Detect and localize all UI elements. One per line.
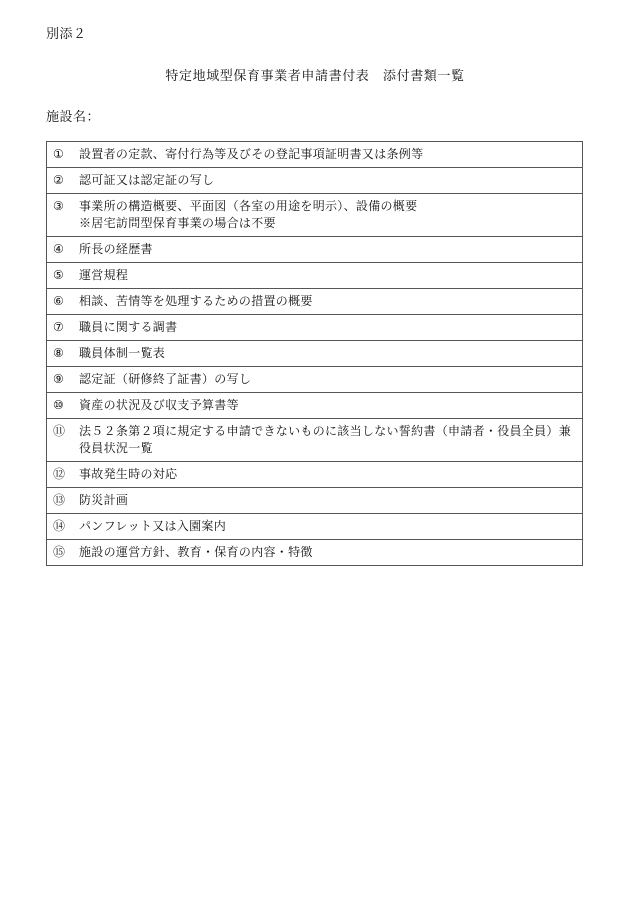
item-number: ⑪ xyxy=(53,424,66,438)
item-text: 法５２条第２項に規定する申請できないものに該当しない誓約書（申請者・役員全員）兼役員状況一覧 xyxy=(79,424,572,455)
item-note: ※居宅訪問型保育事業の場合は不要 xyxy=(79,216,276,230)
attachment-documents-table xyxy=(46,141,583,566)
table-row xyxy=(47,289,583,315)
item-text: 認定証（研修終了証書）の写し xyxy=(79,372,252,386)
item-number: ② xyxy=(53,173,65,187)
item-text: 職員体制一覧表 xyxy=(79,346,166,360)
item-text: 所長の経歴書 xyxy=(79,242,153,256)
item-number: ⑦ xyxy=(53,320,65,334)
facility-name-label: 施設名： xyxy=(46,110,101,125)
table-row xyxy=(47,194,583,237)
table-row xyxy=(47,168,583,194)
item-text: 相談、苦情等を処理するための措置の概要 xyxy=(79,294,313,308)
table-row xyxy=(47,393,583,419)
item-number: ⑫ xyxy=(53,467,66,481)
document-title: 特定地域型保育事業者申請書付表 添付書類一覧 xyxy=(165,69,465,84)
item-text: 運営規程 xyxy=(79,268,129,282)
item-text: 職員に関する調書 xyxy=(79,320,178,334)
item-number: ⑩ xyxy=(53,398,65,412)
item-number: ④ xyxy=(53,242,65,256)
item-number: ⑥ xyxy=(53,294,65,308)
item-number: ⑧ xyxy=(53,346,65,360)
table-row xyxy=(47,488,583,514)
table-row xyxy=(47,514,583,540)
table-row xyxy=(47,419,583,462)
item-number: ③ xyxy=(53,199,65,213)
item-text-block xyxy=(79,198,576,232)
table-row xyxy=(47,142,583,168)
item-text: 事業所の構造概要、平面図（各室の用途を明示）、設備の概要 xyxy=(79,199,418,213)
item-text: 資産の状況及び収支予算書等 xyxy=(79,398,239,412)
table-row xyxy=(47,237,583,263)
table-row xyxy=(47,263,583,289)
item-number: ⑮ xyxy=(53,545,66,559)
item-number: ① xyxy=(53,147,65,161)
table-row xyxy=(47,540,583,566)
attachment-label: 別添２ xyxy=(46,27,87,42)
item-number: ⑬ xyxy=(53,493,66,507)
item-text: 施設の運営方針、教育・保育の内容・特徴 xyxy=(79,545,313,559)
item-text: 防災計画 xyxy=(79,493,129,507)
item-number: ⑭ xyxy=(53,519,66,533)
table-row xyxy=(47,315,583,341)
table-row xyxy=(47,367,583,393)
item-number: ⑤ xyxy=(53,268,65,282)
item-text: 事故発生時の対応 xyxy=(79,467,178,481)
item-text: 認可証又は認定証の写し xyxy=(79,173,215,187)
item-number: ⑨ xyxy=(53,372,65,386)
item-text: パンフレット又は入園案内 xyxy=(79,519,227,533)
table-row xyxy=(47,462,583,488)
item-text: 設置者の定款、寄付行為等及びその登記事項証明書又は条例等 xyxy=(79,147,424,161)
table-row xyxy=(47,341,583,367)
